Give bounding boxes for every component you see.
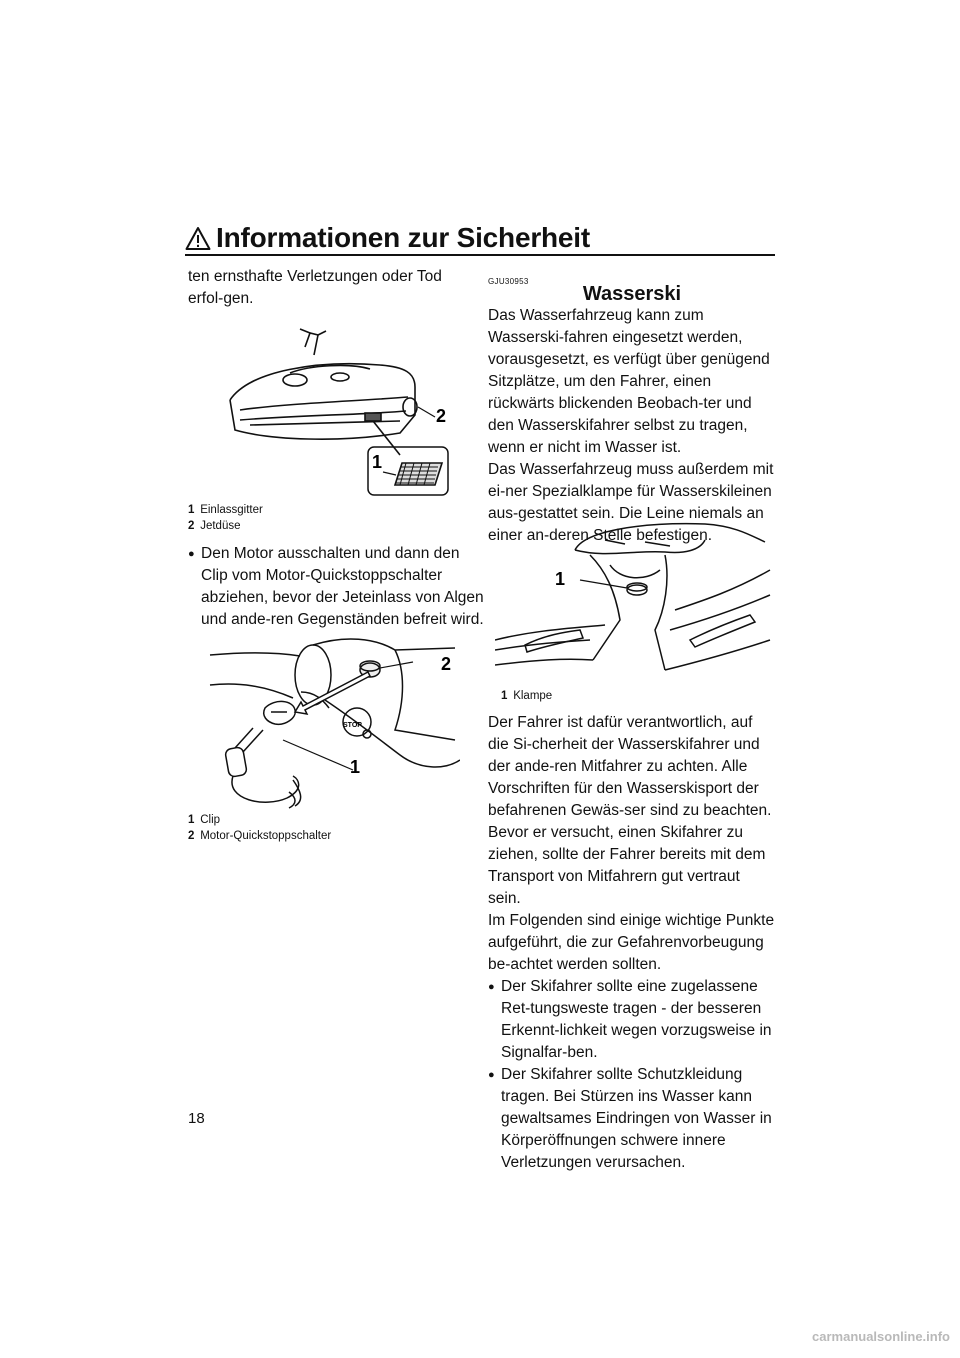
caption-row: [188, 812, 331, 828]
watercraft-illustration: [210, 325, 460, 500]
caption-number: 2: [188, 520, 195, 532]
callout-1: 1: [555, 569, 566, 589]
caption-row: [188, 518, 263, 534]
handlebar-illustration: [205, 630, 460, 810]
caption-label: Clip: [200, 814, 221, 826]
intro-paragraph: ten ernsthafte Verletzungen oder Tod erfol-gen.: [188, 268, 442, 307]
caption-row: [188, 502, 263, 518]
paragraph: Das Wasserfahrzeug muss außerdem mit ei-ner Spezialklampe für Wasserskileinen aus-gestattet sein. Die Leine niemals an einer an-deren Stelle befestigen.: [488, 461, 774, 544]
section-code: GJU30953: [488, 277, 529, 286]
list-item: [188, 543, 487, 631]
paragraph: Im Folgenden sind einige wichtige Punkte aufgeführt, die zur Gefahrenvorbeugung be-achtet werden sollten.: [488, 912, 775, 973]
callout-1: 1: [372, 452, 383, 472]
caption-label: Klampe: [513, 690, 553, 702]
caption-number: 1: [188, 504, 195, 516]
figure1-captions: [188, 502, 263, 534]
page-title: Informationen zur Sicherheit: [216, 222, 590, 253]
caption-number: 2: [188, 830, 195, 842]
figure2-captions: [188, 812, 331, 844]
bullet-text: Den Motor ausschalten und dann den Clip vom Motor-Quickstoppschalter abziehen, bevor der Jeteinlass von Algen und ande-ren Gegenständen befreit wird.: [201, 545, 484, 628]
section-body-2: [488, 712, 776, 1174]
page-number: 18: [188, 1110, 205, 1127]
figure3-captions: [501, 688, 552, 704]
list-item: ● Der Skifahrer sollte Schutzkleidung tragen. Bei Stürzen ins Wasser kann gewaltsames Eindringen von Wasser in Körperöffnungen schwere innere Verletzungen verursachen.: [488, 1064, 776, 1174]
callout-2: 2: [436, 406, 447, 426]
caption-label: Einlassgitter: [200, 504, 263, 516]
caption-label: Motor-Quickstoppschalter: [200, 830, 332, 842]
warning-icon: [185, 226, 211, 252]
figure-jet-intake: [210, 325, 460, 500]
figure-tow-cleat: [495, 510, 775, 685]
figure-stop-switch: [205, 630, 460, 810]
caption-number: 1: [188, 814, 195, 826]
paragraph: Bevor er versucht, einen Skifahrer zu ziehen, sollte der Fahrer bereits mit dem Transport von Mitfahrern gut vertraut sein.: [488, 824, 766, 907]
paragraph: Das Wasserfahrzeug kann zum Wasserski-fahren eingesetzt werden, vorausgesetzt, es verfügt über genügend Sitzplätze, um den Fahrer, einen rückwärts blickenden Beobach-ter und den Wasserskifahrer selbst zu tragen, wenn er nicht im Wasser ist.: [488, 307, 770, 456]
caption-row: [188, 828, 331, 844]
header-divider: [185, 254, 775, 256]
section-title: Wasserski: [582, 283, 682, 305]
callout-1: 1: [350, 757, 361, 777]
intro-text: [188, 266, 474, 310]
watermark: carmanualsonline.info: [812, 1329, 950, 1344]
caption-row: [501, 688, 552, 704]
callout-2: 2: [441, 654, 452, 674]
caption-number: 1: [501, 690, 508, 702]
caption-label: Jetdüse: [200, 520, 241, 532]
list-item: ● Der Skifahrer sollte eine zugelassene Ret-tungsweste tragen - der besseren Erkennt-lichkeit wegen vorzugsweise in Signalfar-ben.: [488, 976, 776, 1064]
stern-illustration: [495, 510, 775, 685]
paragraph: Der Fahrer ist dafür verantwortlich, auf die Si-cherheit der Wasserskifahrer und der ande-ren Mitfahrer zu achten. Alle Vorschriften für den Wasserskisport der befahrenen Gewäs-ser sind zu beachten.: [488, 714, 772, 819]
stop-label: STOP: [343, 722, 362, 729]
